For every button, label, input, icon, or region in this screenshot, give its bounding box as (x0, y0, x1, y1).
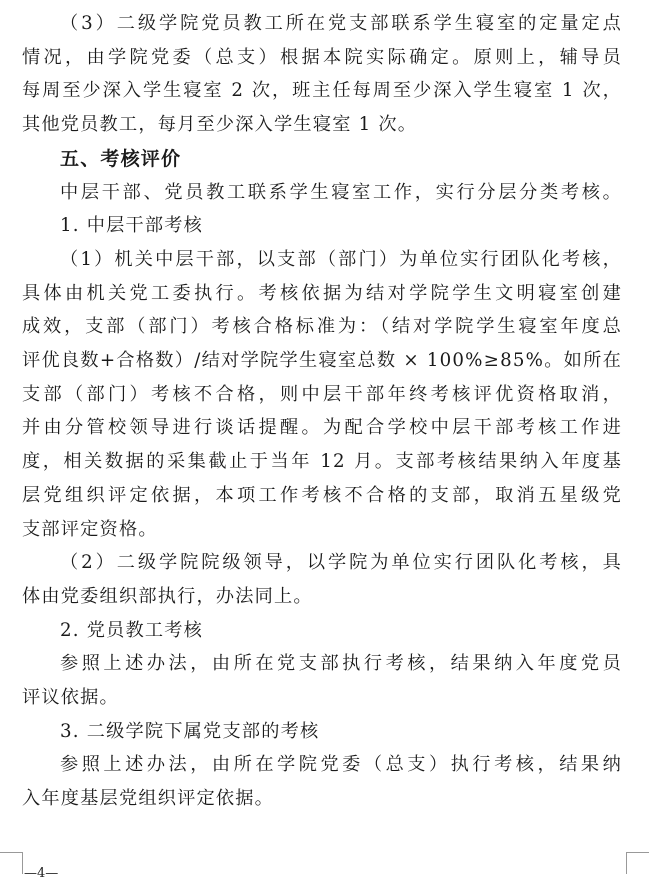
text-line: 参照上述办法，由所在党支部执行考核，结果纳入年度党员 (60, 653, 622, 675)
text-line: （2）二级学院院级领导，以学院为单位实行团队化考核，具 (60, 552, 622, 574)
text-line: 入年度基层党组织评定依据。 (22, 788, 275, 810)
text-line: 评优良数+合格数）/结对学院学生寝室总数 × 100%≥85%。如所在 (22, 350, 622, 371)
text-line: 成效，支部（部门）考核合格标准为：（结对学院学生寝室年度总 (22, 316, 622, 338)
crop-mark-bottom-left-horizontal (0, 852, 22, 853)
text-line: 2. 党员教工考核 (60, 619, 204, 641)
text-line: 体由党委组织部执行，办法同上。 (22, 585, 313, 607)
section-heading: 五、考核评价 (60, 147, 182, 170)
text-line: 中层干部、党员教工联系学生寝室工作，实行分层分类考核。 (60, 181, 622, 203)
text-line: 支部评定资格。 (22, 518, 158, 540)
text-line: 支部（部门）考核不合格，则中层干部年终考核评优资格取消， (22, 383, 622, 405)
text-line: （3）二级学院党员教工所在党支部联系学生寝室的定量定点 (60, 13, 622, 34)
text-line: 具体由机关党工委执行。考核依据为结对学院学生文明寝室创建 (22, 282, 622, 304)
text-line: 其他党员教工，每月至少深入学生寝室 1 次。 (22, 114, 418, 136)
text-line: 每周至少深入学生寝室 2 次，班主任每周至少深入学生寝室 1 次， (22, 80, 622, 102)
text-line: 度，相关数据的采集截止于当年 12 月。支部考核结果纳入年度基 (22, 451, 622, 473)
text-line: 层党组织评定依据，本项工作考核不合格的支部，取消五星级党 (22, 484, 622, 506)
text-line: （1）机关中层干部，以支部（部门）为单位实行团队化考核， (60, 248, 622, 270)
text-line: 1. 中层干部考核 (60, 215, 204, 237)
text-line: 评议依据。 (22, 687, 119, 708)
crop-mark-bottom-right-vertical (626, 852, 627, 874)
text-line: 并由分管校领导进行谈话提醒。为配合学校中层干部考核工作进 (22, 417, 622, 439)
text-line: 情况，由学院党委（总支）根据本院实际确定。原则上，辅导员 (22, 46, 622, 68)
text-line: 3. 二级学院下属党支部的考核 (60, 720, 320, 742)
crop-mark-bottom-right-horizontal (627, 852, 649, 853)
text-line: 参照上述办法，由所在学院党委（总支）执行考核，结果纳 (60, 754, 622, 776)
page-number: —4— (24, 866, 59, 881)
crop-mark-bottom-left-vertical (22, 852, 23, 874)
